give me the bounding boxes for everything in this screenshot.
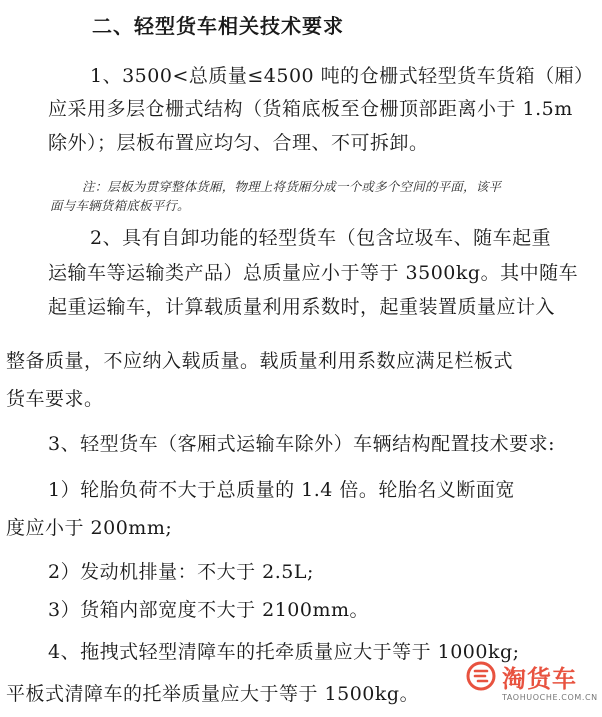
- site-watermark: [466, 657, 598, 711]
- paragraph-line: 整备质量，不应纳入载质量。载质量利用系数应满足栏板式: [6, 350, 514, 372]
- paragraph-line: 度应小于 200mm;: [6, 517, 173, 539]
- watermark-brand-name: 淘货车: [502, 665, 577, 693]
- paragraph-line: 2、具有自卸功能的轻型货车（包含垃圾车、随车起重: [90, 227, 552, 249]
- section-heading: 二、轻型货车相关技术要求: [92, 14, 344, 38]
- paragraph-line: 货车要求。: [6, 388, 104, 410]
- paragraph-line: 1）轮胎负荷不大于总质量的 1.4 倍。轮胎名义断面宽: [48, 479, 515, 501]
- note-line: 面与车辆货箱底板平行。: [50, 198, 190, 213]
- paragraph-line: 应采用多层仓栅式结构（货箱底板至仓栅顶部距离小于 1.5m: [48, 98, 573, 120]
- note-line: 注：层板为贯穿整体货厢，物理上将货厢分成一个或多个空间的平面，该平: [82, 179, 502, 194]
- paragraph-line: 3、轻型货车（客厢式运输车除外）车辆结构配置技术要求:: [48, 433, 555, 455]
- paragraph-line: 除外）；层板布置应均匀、合理、不可拆卸。: [48, 132, 429, 154]
- paragraph-line: 3）货箱内部宽度不大于 2100mm。: [48, 599, 370, 621]
- paragraph-line: 运输车等运输类产品）总质量应小于等于 3500kg。其中随车: [48, 262, 579, 284]
- watermark-domain: TAOHUOCHE.COM.CN: [502, 693, 598, 702]
- paragraph-line: 1、3500<总质量≤4500 吨的仓栅式轻型货车货箱（厢）: [90, 65, 594, 87]
- paragraph-line: 起重运输车，计算载质量利用系数时，起重装置质量应计入: [48, 296, 556, 318]
- paragraph-line: 平板式清障车的托举质量应大于等于 1500kg。: [6, 683, 420, 705]
- paragraph-line: 4、拖拽式轻型清障车的托牵质量应大于等于 1000kg;: [48, 641, 520, 663]
- taohuoche-logo-icon: [466, 661, 496, 691]
- paragraph-line: 2）发动机排量：不大于 2.5L;: [48, 561, 314, 583]
